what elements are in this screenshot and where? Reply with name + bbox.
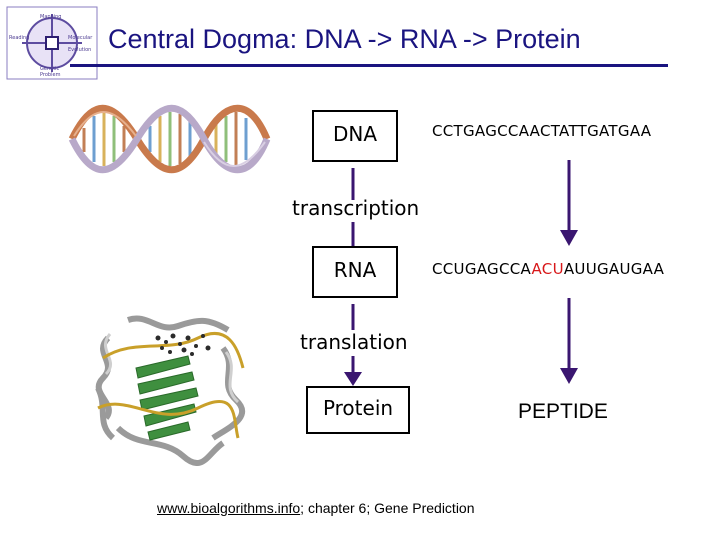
- slide-title: Central Dogma: DNA -> RNA -> Protein: [108, 24, 581, 54]
- rna-sequence-suffix: AUUGAUGAA: [563, 260, 665, 278]
- rna-codon-highlight: ACU: [531, 260, 564, 278]
- footer: [157, 500, 475, 516]
- rna-sequence-prefix: CCUGAGCCA: [432, 260, 532, 278]
- dna-box: [312, 110, 398, 162]
- logo-label: Molecular: [68, 35, 93, 41]
- rna-sequence: [432, 260, 664, 278]
- rna-to-peptide-arrow: [556, 296, 582, 388]
- logo-label: Evolution: [68, 47, 92, 53]
- protein-box: [306, 386, 410, 434]
- dna-to-rna-arrow: [556, 158, 582, 250]
- rna-box: [312, 246, 398, 298]
- title-underline: [70, 64, 668, 67]
- protein-structure-illustration: [88, 308, 248, 466]
- protein-label: Protein: [322, 396, 394, 420]
- rna-label: RNA: [333, 258, 377, 282]
- dna-helix-illustration: [62, 98, 272, 180]
- dna-sequence: CCTGAGCCAACTATTGATGAA: [432, 122, 652, 140]
- logo-label: Genetic: [40, 66, 60, 72]
- bioalgorithms-logo: [6, 6, 98, 80]
- peptide-label: PEPTIDE: [518, 400, 608, 423]
- transcription-label: transcription: [292, 196, 420, 220]
- logo-label: Problem: [40, 72, 61, 78]
- logo-label: Reading: [9, 35, 30, 41]
- footer-text: ; chapter 6; Gene Prediction: [300, 500, 475, 516]
- footer-link[interactable]: www.bioalgorithms.info: [157, 500, 301, 516]
- translation-label: translation: [300, 330, 408, 354]
- dna-label: DNA: [332, 122, 378, 146]
- logo-label: Mapping: [40, 14, 62, 20]
